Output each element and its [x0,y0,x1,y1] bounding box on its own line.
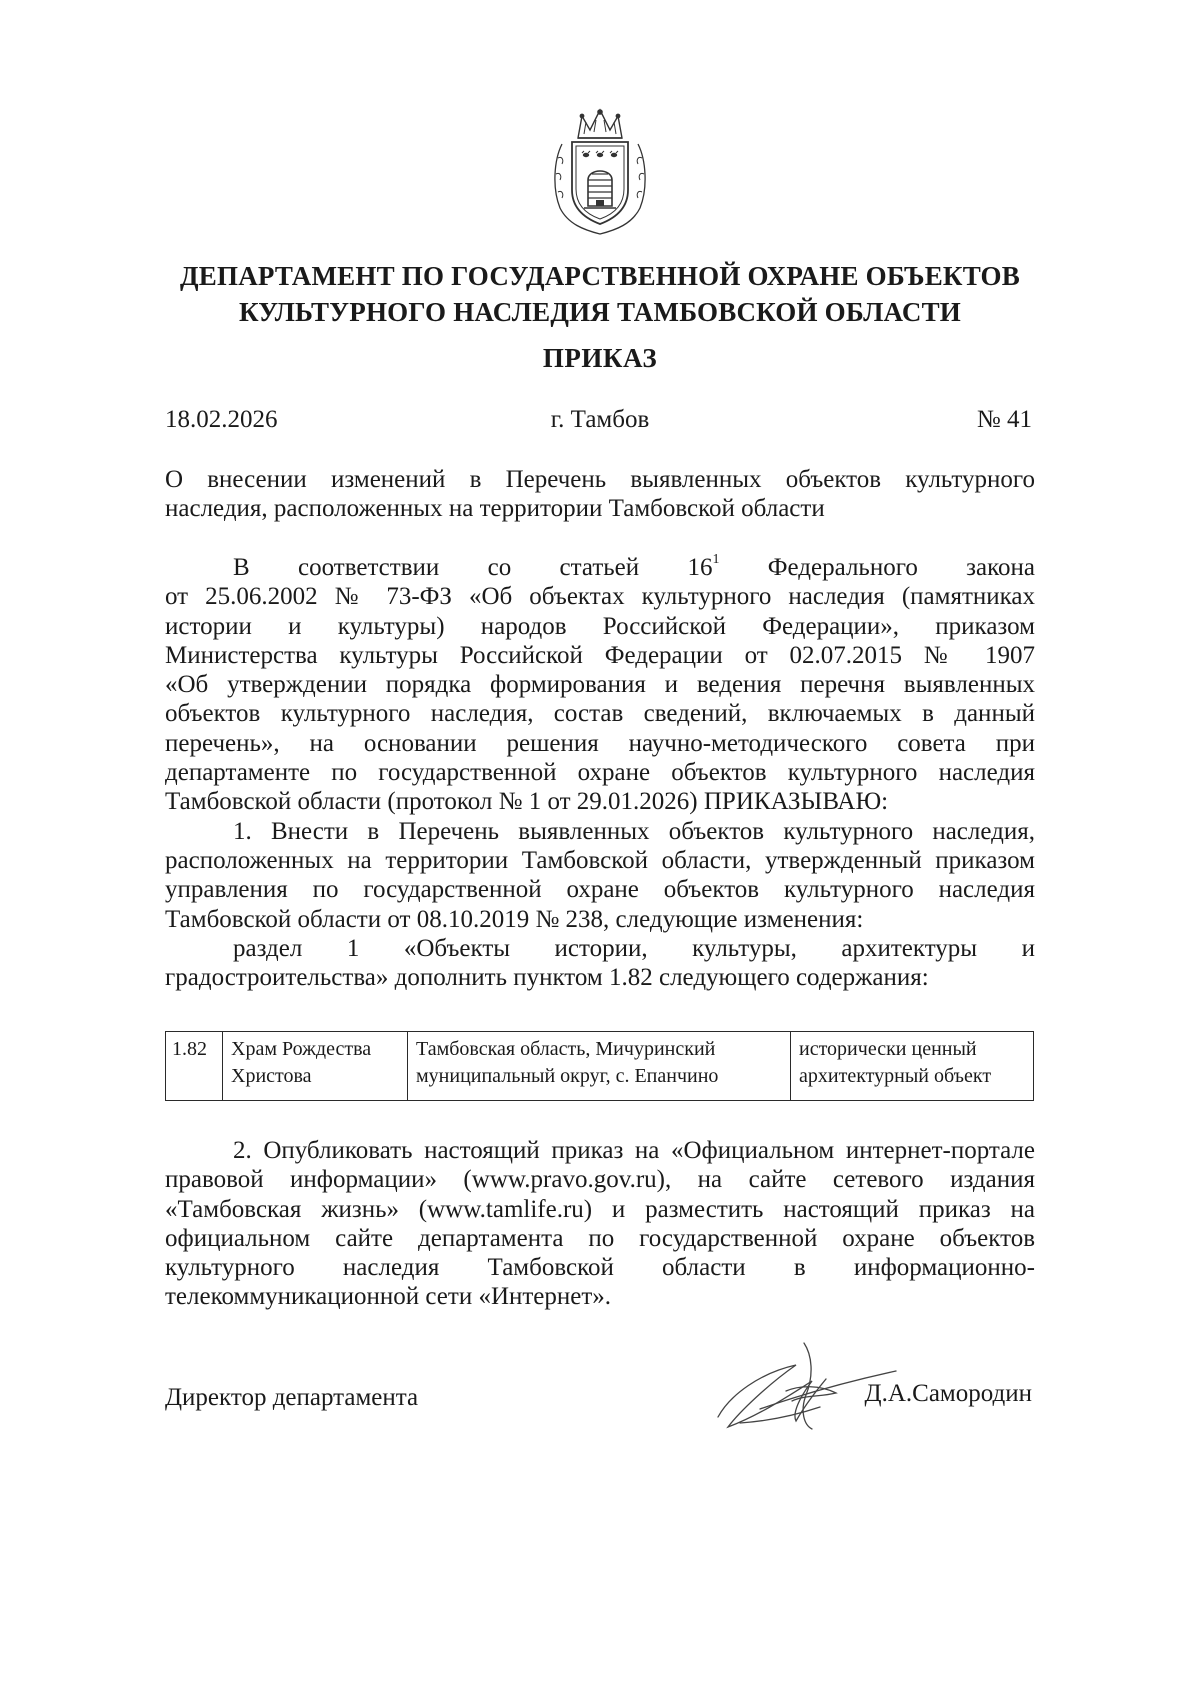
preamble-line: перечень», на основании решения научно-методического совета при [165,729,1035,757]
document-number: № 41 [976,406,1032,433]
object-name-line: Христова [231,1065,312,1087]
publication-clause [165,1136,1035,1312]
document-subject [165,465,1035,524]
document-body [165,553,1035,992]
object-address-line: Тамбовская область, Мичуринский [416,1038,716,1060]
signer-title: Директор департамента [165,1384,419,1411]
table-cell-category [791,1032,1034,1101]
item1-line: градостроительства» дополнить пунктом 1.82 следующего содержания: [165,964,929,992]
document-date: 18.02.2026 [165,406,278,433]
document-city: г. Тамбов [550,406,650,433]
coat-of-arms-icon [548,108,652,236]
preamble-line: истории и культуры) народов Российской Федерации», приказом [165,612,1035,640]
preamble-line: Тамбовской области (протокол № 1 от 29.01.2026) ПРИКАЗЫВАЮ: [165,788,889,816]
department-name-line2: КУЛЬТУРНОГО НАСЛЕДИЯ ТАМБОВСКОЙ ОБЛАСТИ [239,297,961,327]
object-name-line: Храм Рождества [231,1038,372,1060]
object-address-line: муниципальный округ, с. Епанчино [416,1065,719,1087]
preamble-line: объектов культурного наследия, состав сведений, включаемых в данный [165,700,1035,728]
item2-line: 2. Опубликовать настоящий приказ на «Официальном интернет-портале [233,1137,1035,1164]
object-category-line: исторически ценный [799,1038,977,1060]
item2-line: телекоммуникационной сети «Интернет». [165,1283,612,1311]
table-row [166,1032,1034,1101]
item1-line: расположенных на территории Тамбовской области, утвержденный приказом [165,846,1035,874]
item1-line: раздел 1 «Объекты истории, культуры, архитектуры и [233,934,1035,962]
item2-line: правовой информации» (www.pravo.gov.ru), на сайте сетевого издания [165,1166,1035,1194]
department-name-line1: ДЕПАРТАМЕНТ ПО ГОСУДАРСТВЕННОЙ ОХРАНЕ ОБЪЕКТОВ [180,261,1020,291]
item2-line: официальном сайте департамента по государственной охране объектов [165,1224,1035,1252]
preamble-text: В соответствии со статьей 16 [233,554,713,581]
preamble-line: Министерства культуры Российской Федерации от 02.07.2015 № 1907 [165,641,1035,669]
item1-line: Тамбовской области от 08.10.2019 № 238, следующие изменения: [165,905,864,933]
item1-line: управления по государственной охране объектов культурного наследия [165,876,1035,904]
item2-line: культурного наследия Тамбовской области в информационно- [165,1254,1035,1282]
preamble-line: от 25.06.2002 № 73-ФЗ «Об объектах культурного наследия (памятниках [165,583,1035,611]
preamble-line: департаменте по государственной охране объектов культурного наследия [165,759,1035,787]
item2-line: «Тамбовская жизнь» (www.tamlife.ru) и разместить настоящий приказ на [165,1195,1035,1223]
department-header [150,258,1050,330]
table-cell-address [408,1032,791,1101]
preamble-text: Федерального закона [719,554,1035,581]
item1-line: 1. Внести в Перечень выявленных объектов культурного наследия, [233,817,1035,845]
article-superscript: 1 [712,551,720,567]
document-type-title: ПРИКАЗ [542,343,658,373]
signer-name: Д.А.Самородин [864,1380,1032,1407]
preamble-line: «Об утверждении порядка формирования и ведения перечня выявленных [165,671,1035,699]
heritage-objects-table [165,1031,1034,1101]
preamble-line [165,553,1035,582]
subject-line: О внесении изменений в Перечень выявленных объектов культурного [165,466,1035,493]
table-cell-number: 1.82 [166,1032,223,1101]
subject-line: наследия, расположенных на территории Тамбовской области [165,495,825,523]
object-category-line: архитектурный объект [799,1065,992,1087]
table-cell-name [223,1032,408,1101]
